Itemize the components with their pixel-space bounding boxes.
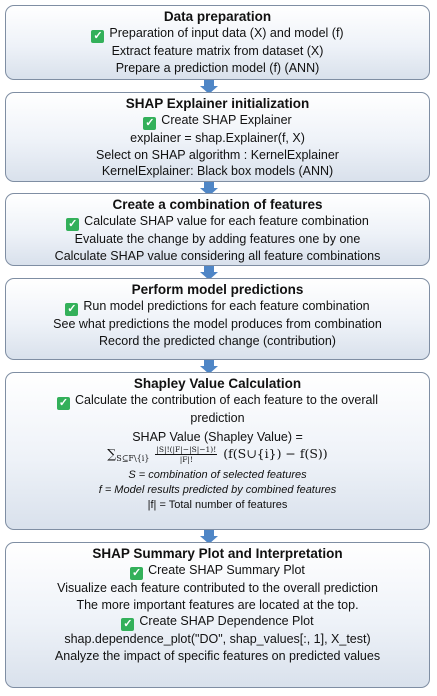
step-box-data-preparation <box>5 5 430 80</box>
step-line: KernelExplainer: Black box models (ANN) <box>101 164 334 178</box>
step-box-shap-explainer-init <box>5 92 430 182</box>
step-check-text: Create SHAP Summary Plot <box>148 563 305 577</box>
checkmark-icon: ✓ <box>123 618 133 630</box>
step-line: Record the predicted change (contribution) <box>99 333 336 348</box>
step-line: See what predictions the model produces from combination <box>53 317 382 331</box>
step-title: Shapley Value Calculation <box>133 376 302 391</box>
step-check-text-cont: prediction <box>190 411 245 425</box>
step-line: explainer = shap.Explainer(f, X) <box>130 131 305 145</box>
step-line: Evaluate the change by adding features one by one <box>74 232 361 246</box>
shapley-formula: $\sum_{S⊆F\backslash\{i\}}$ $\frac{|S|!(|F|-|S|-1)!}{|F|!}$ (f(S∪{i}) − f(S)) <box>107 445 328 464</box>
step-check-text: Create SHAP Dependence Plot <box>139 614 314 628</box>
checkmark-icon: ✓ <box>132 567 142 579</box>
step-line: Select on SHAP algorithm : KernelExplainer <box>96 147 339 162</box>
step-check-text: Calculate the contribution of each feature to the overall <box>75 393 378 407</box>
checkmark-icon: ✓ <box>145 117 155 129</box>
step-box-feature-combination <box>5 193 430 266</box>
step-line: Extract feature matrix from dataset (X) <box>111 44 324 58</box>
step-title: Data preparation <box>163 9 272 24</box>
step-title: Create a combination of features <box>112 197 323 212</box>
step-box-summary-plot <box>5 542 430 688</box>
step-line: Calculate SHAP value considering all feature combinations <box>54 248 381 263</box>
step-check-text: Create SHAP Explainer <box>161 113 292 127</box>
step-title: SHAP Explainer initialization <box>125 96 310 111</box>
step-check-text: Run model predictions for each feature combination <box>83 299 370 313</box>
formula-note: S = combination of selected features <box>128 469 307 481</box>
step-line: Analyze the impact of specific features on predicted values <box>54 648 381 663</box>
formula-title: SHAP Value (Shapley Value) = <box>132 429 303 444</box>
step-line: Prepare a prediction model (f) (ANN) <box>115 60 320 75</box>
checkmark-icon: ✓ <box>58 397 69 409</box>
step-check-text: Preparation of input data (X) and model (f) <box>109 26 344 40</box>
step-box-shapley-calculation <box>5 372 430 530</box>
formula-note: f = Model results predicted by combined features <box>98 484 337 496</box>
step-check-text: Calculate SHAP value for each feature combination <box>84 214 369 228</box>
step-title: Perform model predictions <box>131 282 304 297</box>
formula-note: |f| = Total number of features <box>147 499 288 511</box>
checkmark-icon: ✓ <box>67 303 77 315</box>
step-title: SHAP Summary Plot and Interpretation <box>92 546 343 561</box>
step-line: shap.dependence_plot("DO", shap_values[:, 1], X_test) <box>64 632 371 646</box>
step-line: Visualize each feature contributed to the overall prediction <box>57 581 378 595</box>
step-line: The more important features are located at the top. <box>76 597 359 612</box>
checkmark-icon: ✓ <box>93 30 103 42</box>
step-box-model-predictions <box>5 278 430 360</box>
checkmark-icon: ✓ <box>68 218 78 230</box>
